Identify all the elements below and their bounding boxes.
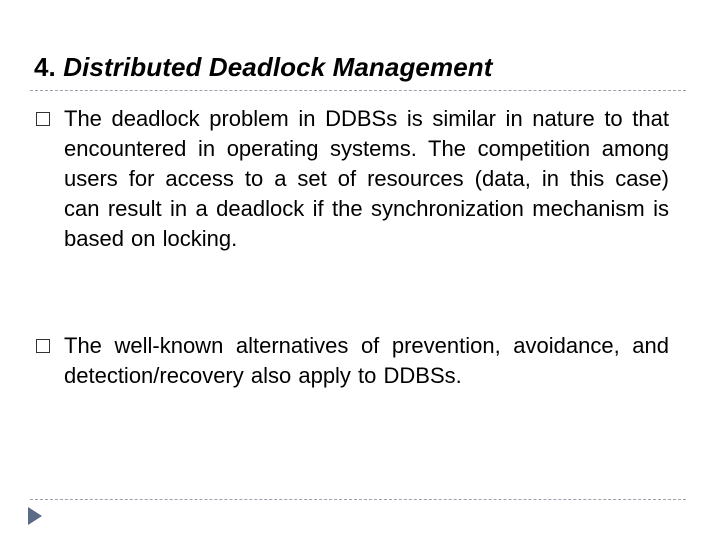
- title-divider: [30, 90, 686, 91]
- square-bullet-icon: [36, 112, 50, 126]
- square-bullet-icon: [36, 339, 50, 353]
- bullet-text-2: The well-known alternatives of prevention, avoidance, and detection/recovery also apply to DDBSs.: [64, 333, 669, 388]
- bullet-item-1: [36, 104, 669, 254]
- bullet-item-2: [36, 331, 669, 391]
- slide-title: [34, 52, 493, 83]
- footer-divider: [30, 499, 686, 500]
- title-number: 4.: [34, 52, 56, 82]
- next-slide-arrow-icon[interactable]: [28, 507, 42, 525]
- bullet-text-1: The deadlock problem in DDBSs is similar in nature to that encountered in operating systems. The competition among users for access to a set of resources (data, in this case) can result in a deadlock if the synchronization mechanism is based on locking.: [64, 106, 669, 251]
- title-text: Distributed Deadlock Management: [63, 52, 493, 82]
